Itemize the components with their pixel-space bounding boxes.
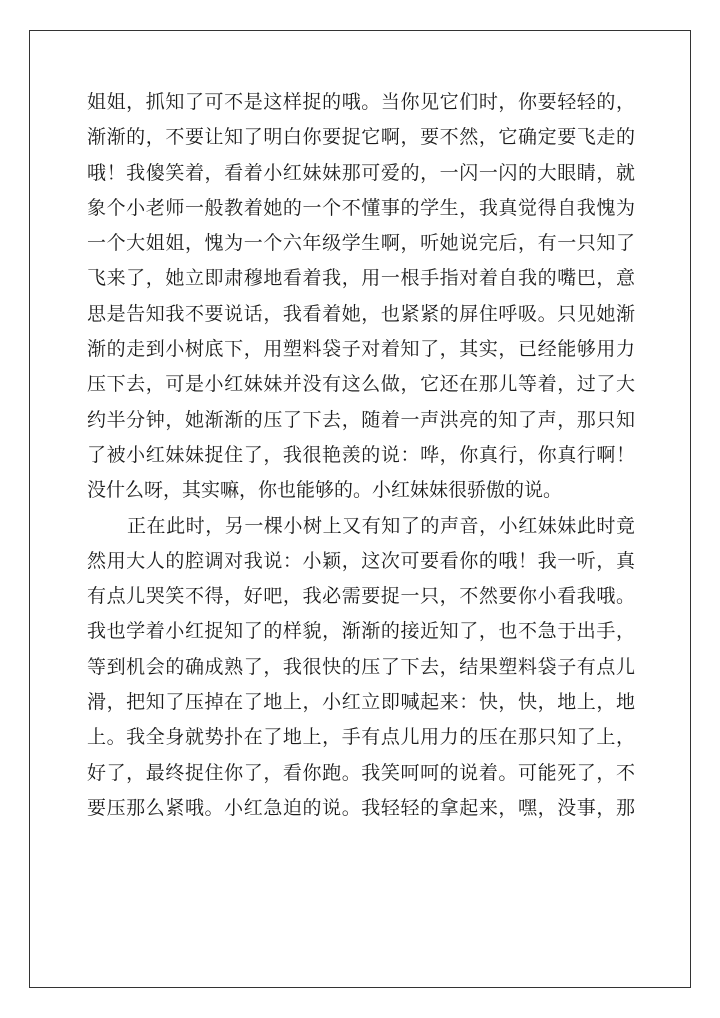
text-line: 象个小老师一般教着她的一个不懂事的学生，我真觉得自我愧为 xyxy=(87,196,635,219)
text-line: 要压那么紧哦。小红急迫的说。我轻轻的拿起来，嘿，没事，那 xyxy=(87,796,635,819)
text-line: 姐姐，抓知了可不是这样捉的哦。当你见它们时，你要轻轻的， xyxy=(87,91,635,113)
text-line: 然用大人的腔调对我说：小颖，这次可要看你的哦！我一听，真 xyxy=(87,549,635,572)
text-line: 压下去，可是小红妹妹并没有这么做，它还在那儿等着，过了大 xyxy=(87,373,635,396)
text-line: 了被小红妹妹捉住了，我很艳羡的说：哗，你真行，你真行啊！ xyxy=(87,443,635,466)
text-line-paragraph-start: 正在此时，另一棵小树上又有知了的声音，小红妹妹此时竟 xyxy=(127,514,635,537)
text-line-paragraph-end: 没什么呀，其实嘛，你也能够的。小红妹妹很骄傲的说。 xyxy=(87,479,563,502)
text-line: 上。我全身就势扑在了地上，手有点儿用力的压在那只知了上， xyxy=(87,726,635,749)
text-line: 一个大姐姐，愧为一个六年级学生啊，听她说完后，有一只知了 xyxy=(87,232,635,255)
text-line: 等到机会的确成熟了，我很快的压了下去，结果塑料袋子有点儿 xyxy=(87,655,635,678)
text-line: 渐的走到小树底下，用塑料袋子对着知了，其实，已经能够用力 xyxy=(87,338,635,361)
text-line: 约半分钟，她渐渐的压了下去，随着一声洪亮的知了声，那只知 xyxy=(87,408,635,431)
text-line: 渐渐的，不要让知了明白你要捉它啊，要不然，它确定要飞走的 xyxy=(87,126,635,149)
text-line: 思是告知我不要说话，我看着她，也紧紧的屏住呼吸。只见她渐 xyxy=(87,302,635,325)
text-line: 我也学着小红捉知了的样貌，渐渐的接近知了，也不急于出手， xyxy=(87,620,635,643)
text-line: 哦！我傻笑着，看着小红妹妹那可爱的，一闪一闪的大眼睛，就 xyxy=(87,161,635,184)
text-line: 好了，最终捉住你了，看你跑。我笑呵呵的说着。可能死了，不 xyxy=(87,761,635,784)
text-line: 飞来了，她立即肃穆地看着我，用一根手指对着自我的嘴巴，意 xyxy=(87,267,635,290)
document-body xyxy=(87,85,635,826)
text-line: 滑，把知了压掉在了地上，小红立即喊起来：快，快，地上，地 xyxy=(87,691,635,714)
text-line: 有点儿哭笑不得，好吧，我必需要捉一只，不然要你小看我哦。 xyxy=(87,585,635,608)
